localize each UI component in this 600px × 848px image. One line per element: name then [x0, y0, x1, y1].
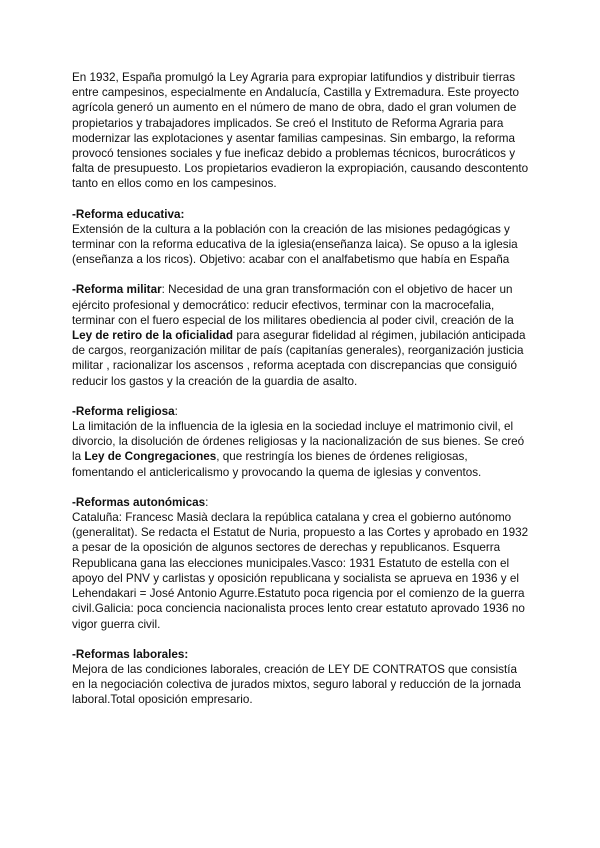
section-heading-line — [72, 495, 532, 510]
intro-paragraph: En 1932, España promulgó la Ley Agraria para expropiar latifundios y distribuir tierras entre campesinos, especialmente en Andalucía, Castilla y Extremadura. Este proyecto agrícola generó un aumento en el número de mano de obra, dado el gran volumen de propietarios y trabajadores implicados. Se creó el Instituto de Reforma Agraria para modernizar las explotaciones y asentar familias campesinas. Sin embargo, la reforma provocó tensiones sociales y fue ineficaz debido a problemas técnicos, burocráticos y falta de presupuesto. Los propietarios evadieron la expropiación, causando descontento tanto en ellos como en los campesinos. — [72, 71, 529, 191]
section-reformas-laborales — [72, 647, 532, 708]
section-heading: -Reforma militar — [72, 283, 162, 297]
body-text: : Necesidad de una gran transformación con el objetivo de hacer un ejército profesional y democrático: reducir efectivos, terminar con la macrocefalia, terminar con el fuero especial de los militares obediencia al poder civil, creación de la — [72, 283, 514, 327]
section-body: Extensión de la cultura a la población con la creación de las misiones pedagógicas y terminar con la reforma educativa de la iglesia(enseñanza laica). Se opuso a la iglesia (enseñanza a los ricos). Objetivo: acabar con el analfabetismo que había en España — [72, 222, 518, 267]
section-heading: -Reforma religiosa — [72, 404, 175, 418]
document-page — [72, 70, 532, 708]
section-body: Mejora de las condiciones laborales, creación de LEY DE CONTRATOS que consistía en la negociación colectiva de jurados mixtos, seguro laboral y reducción de la jornada laboral.Total oposición empresario. — [72, 662, 521, 707]
section-heading: -Reforma educativa: — [72, 207, 185, 221]
body-text: para asegurar fidelidad al régimen, jubilación anticipada de cargos, reorganización militar de país (capitanías generales), reorganización justicia militar , racionalizar los ascensos , reforma aceptada con discrepancias que consiguió reducir los gastos y la creación de la guardia de asalto. — [72, 329, 526, 388]
heading-colon: : — [174, 404, 178, 418]
section-body: Cataluña: Francesc Masià declara la república catalana y crea el gobierno autónomo (generalitat). Se redacta el Estatut de Nuria, propuesto a las Cortes y aprobado en 1932 a pesar de la oposición de algunos sectores de derechas y republicanos. Esquerra Republicana gana las elecciones municipales.Vasco: 1931 Estatuto de estella con el apoyo del PNV y carlistas y oposición republicana y socialista se aprueva en 1936 y el Lehendakari = José Antonio Agurre.Estatuto poca rigencia por el comienzo de la guerra civil.Galicia: poca conciencia nacionalista proces lento crear estatuto aprovado 1936 no vigor guerra civil. — [72, 511, 529, 631]
section-heading-line — [72, 404, 532, 419]
law-name: Ley de Congregaciones — [84, 450, 217, 464]
section-body — [72, 282, 532, 388]
section-reforma-militar — [72, 282, 532, 388]
law-name: Ley de retiro de la oficialidad — [72, 329, 234, 343]
heading-colon: : — [205, 495, 209, 509]
body-text: La limitación de la influencia de la iglesia en la sociedad incluye el matrimonio civil, el divorcio, la disolución de órdenes religiosas y la nacionalización de sus bienes. Se creó la — [72, 420, 525, 464]
section-heading: -Reformas autonómicas — [72, 495, 206, 509]
section-heading: -Reformas laborales: — [72, 647, 189, 661]
section-body — [72, 419, 532, 480]
section-reforma-religiosa — [72, 404, 532, 480]
body-text: , que restringía los bienes de órdenes religiosas, fomentando el anticlericalismo y provocando la quema de iglesias y conventos. — [72, 450, 482, 479]
section-reforma-educativa — [72, 207, 532, 268]
section-reformas-autonomicas — [72, 495, 532, 632]
